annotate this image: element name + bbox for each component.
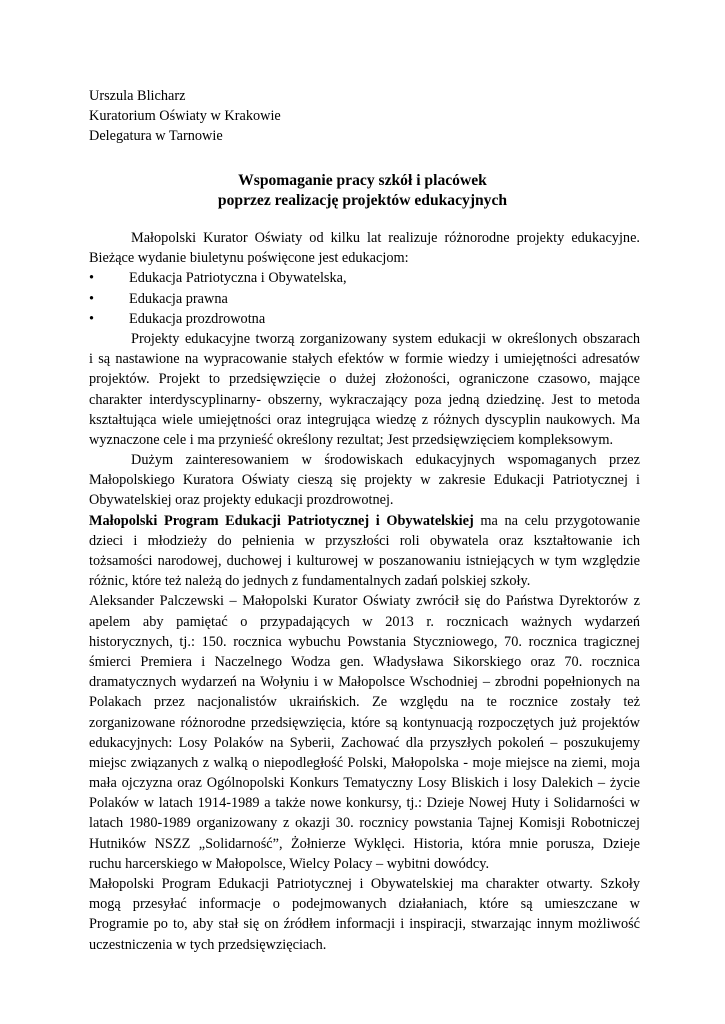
- list-item: [89, 268, 640, 288]
- text-line: Małopolskiego Kuratora Oświaty cieszą się projekty w zakresie Edukacji Patriotycznej i: [89, 472, 640, 489]
- list-item: [89, 309, 640, 329]
- text-line: mogą przesyłać informacje o podejmowanych działaniach, które są umieszczane w: [89, 896, 640, 913]
- text-line: Bieżące wydanie biuletynu poświęcone jest edukacjom:: [89, 250, 409, 267]
- text-line: Projekty edukacyjne tworzą zorganizowany system edukacji w określonych obszarach: [131, 330, 640, 347]
- text-line: apelem aby pamiętać o przypadających w 2013 r. rocznicach ważnych wydarzeń: [89, 613, 640, 630]
- text-line: latach 1980-1989 organizowany z okazji 30. rocznicy powstania Tajnej Komisji Robotniczej: [89, 815, 640, 832]
- list-item-text: Edukacja Patriotyczna i Obywatelska,: [129, 270, 347, 287]
- text-line: ruchu harcerskiego w Małopolsce, Wielcy Polacy – wybitni dowódcy.: [89, 855, 490, 872]
- bullet-icon: •: [89, 310, 95, 327]
- text-fragment: ma na celu przygotowanie: [473, 512, 640, 529]
- text-line: mała ojczyzna oraz Ogólnopolski Konkurs Tematyczny Losy Bliskich i losy Dalekich – życie: [89, 775, 640, 792]
- title-line-1: Wspomaganie pracy szkół i placówek: [238, 172, 487, 189]
- text-line: Dużym zainteresowaniem w środowiskach edukacyjnych wspomaganych przez: [131, 452, 640, 469]
- text-line: Hutników NSZZ „Solidarność”, Żołnierze Wyklęci. Historia, która mnie porusza, Dzieje: [89, 835, 640, 852]
- list-item-text: Edukacja prozdrowotna: [129, 310, 266, 327]
- text-line: Obywatelskiej oraz projekty edukacji prozdrowotnej.: [89, 492, 394, 509]
- text-line: Małopolski Kurator Oświaty od kilku lat realizuje różnorodne projekty edukacyjne.: [131, 230, 640, 246]
- text-line: kształtująca wiele umiejętności oraz integrująca wiedzę z różnych dyscyplin naukowych. Ma: [89, 411, 640, 428]
- author-institution: Kuratorium Oświaty w Krakowie: [89, 108, 281, 124]
- list-item: [89, 289, 640, 309]
- text-line: miejsc związanych z walką o niepodległość Polski, Małopolska - moje miejsce na ziemi, moja: [89, 754, 640, 771]
- title-line-2: poprzez realizację projektów edukacyjnych: [217, 192, 508, 209]
- text-line: i są nastawione na wypracowanie stałych efektów w formie wiedzy i umiejętności adresatów: [89, 351, 640, 368]
- text-line: charakter interdyscyplinarny- obszerny, wykraczający poza jedną dziedzinę. Jest to metoda: [89, 391, 640, 408]
- text-line: Polaków w latach 1914-1989 a także nowe konkursy, tj.: Dzieje Nowej Huty i Solidarności w: [89, 795, 640, 812]
- text-line: Polakach przez nacjonalistów ukraińskich. Ze względu na te rocznice zostały też: [89, 694, 640, 711]
- text-line: śmierci Premiera i Naczelnego Wodza gen. Władysława Sikorskiego oraz 70. rocznica: [89, 653, 640, 670]
- list-item-text: Edukacja prawna: [129, 290, 228, 307]
- document-title: [0, 171, 725, 211]
- text-line: Programie po to, aby stał się on źródłem informacji i inspiracji, stwarzając innym możliwość: [89, 916, 640, 933]
- text-line: zorganizowane różnorodne przedsięwzięcia, które są kontynuacją rozpoczętych już projektów: [89, 714, 640, 731]
- text-line: wyznaczone cele i ma przynieść określony rezultat; Jest przedsięwzięciem kompleksowym.: [89, 431, 614, 448]
- text-line: projektów. Projekt to przedsięwzięcie o dużej złożoności, ograniczone czasowo, mające: [89, 371, 640, 388]
- text-line: [89, 511, 640, 531]
- document-body: [89, 228, 640, 955]
- text-line: dzieci i młodzieży do pełnienia w przyszłości roli obywatela oraz kształtowanie ich: [89, 532, 640, 549]
- text-line: różnic, które też należą do jednych z fundamentalnych zadań polskiej szkoły.: [89, 573, 531, 590]
- text-line: Małopolski Program Edukacji Patriotycznej i Obywatelskiej ma charakter otwarty. Szkoły: [89, 876, 640, 892]
- program-name: Małopolski Program Edukacji Patriotycznej i Obywatelskiej: [89, 512, 474, 529]
- bullet-icon: •: [89, 270, 95, 287]
- text-line: tożsamości narodowej, duchowej i kulturowej w poszanowaniu istniejących w tym względzie: [89, 553, 640, 569]
- author-name: Urszula Blicharz: [89, 88, 186, 104]
- text-line: historycznych, tj.: 150. rocznica wybuchu Powstania Styczniowego, 70. rocznica tragicznej: [89, 633, 640, 650]
- text-line: dramatycznych wydarzeń na Wołyniu i w Małopolsce Wschodniej – zbrodni popełnionych na: [89, 674, 640, 691]
- bullet-icon: •: [89, 290, 95, 307]
- author-branch: Delegatura w Tarnowie: [89, 128, 223, 144]
- text-line: uczestniczenia w tych przedsięwzięciach.: [89, 936, 327, 953]
- text-line: Aleksander Palczewski – Małopolski Kurator Oświaty zwrócił się do Państwa Dyrektorów z: [89, 593, 640, 610]
- author-block: [89, 86, 281, 146]
- text-line: edukacyjnych: Losy Polaków na Syberii, Zachować dla przyszłych pokoleń – poszukujemy: [89, 734, 640, 751]
